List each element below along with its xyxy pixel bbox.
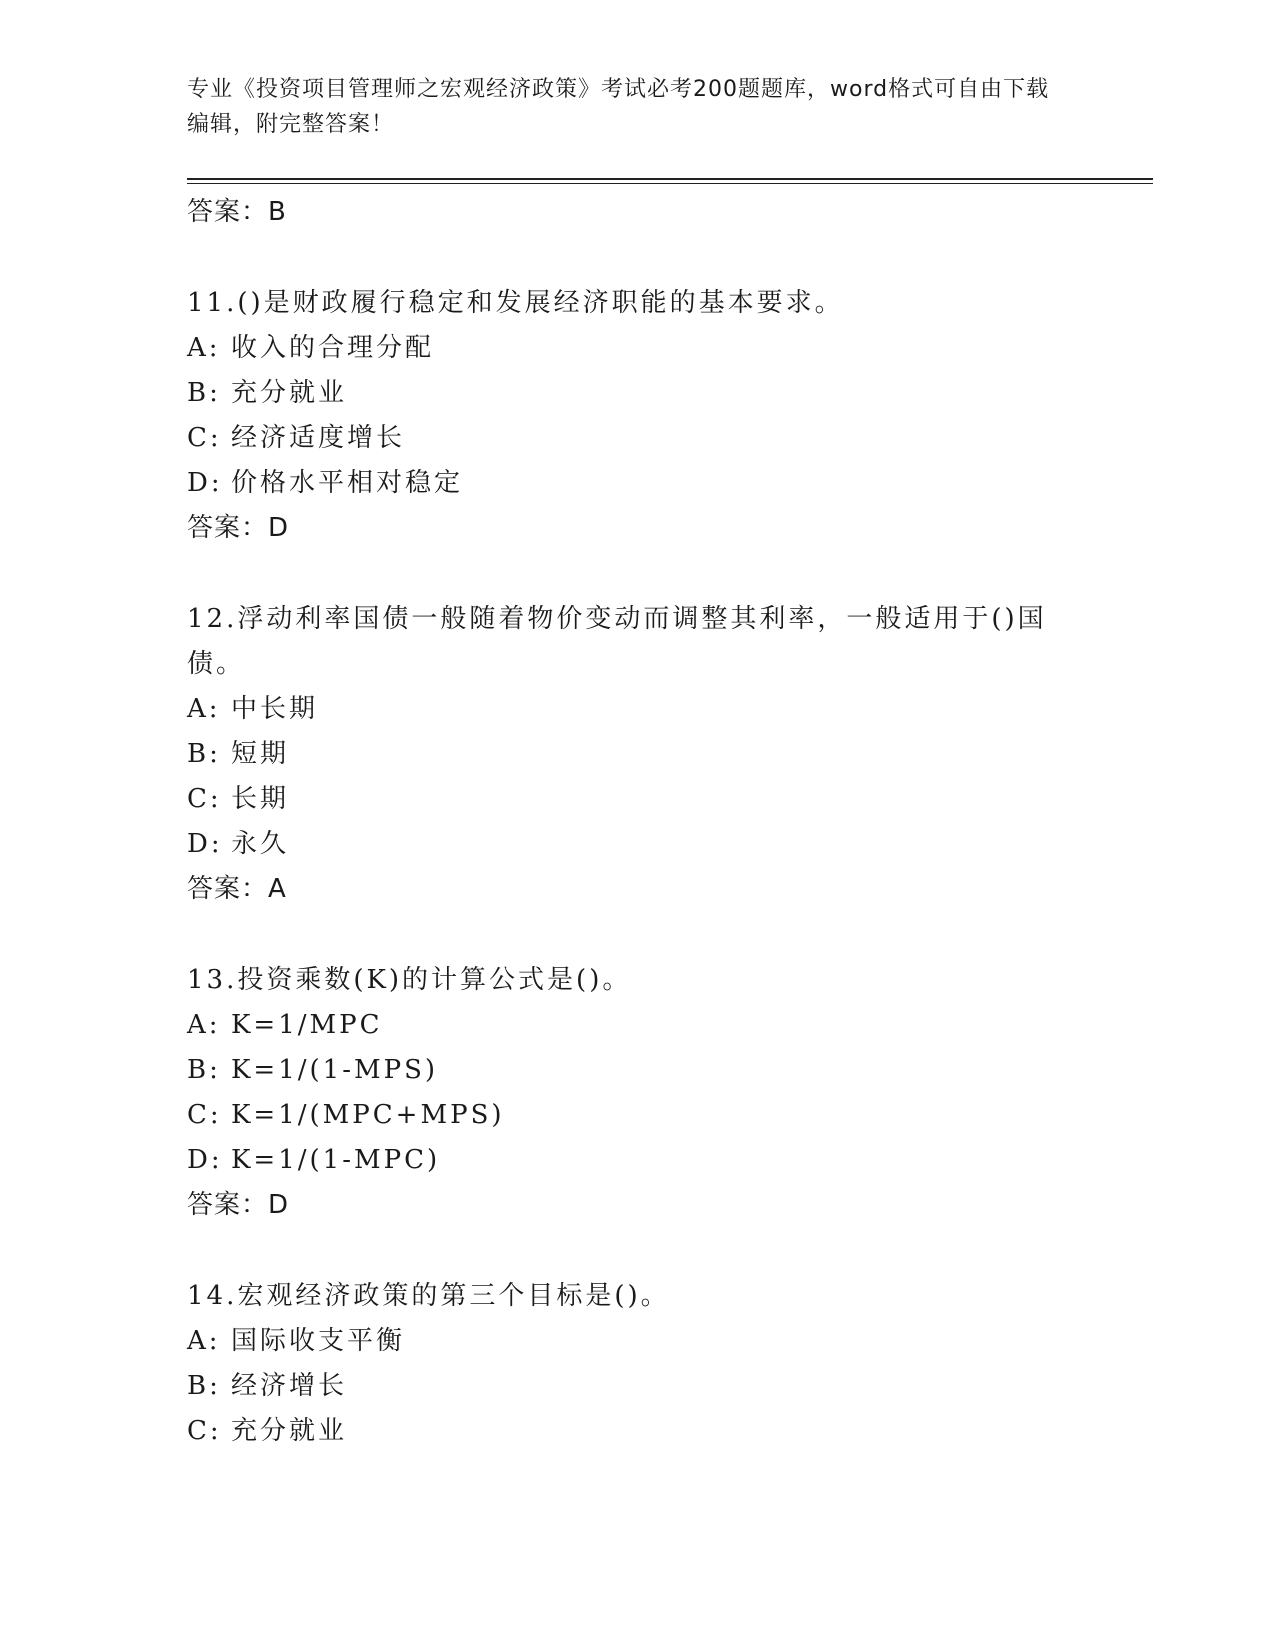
question-text: 14.宏观经济政策的第三个目标是()。 bbox=[187, 1281, 670, 1311]
option-b bbox=[187, 1364, 1087, 1409]
option-text: 长期 bbox=[231, 784, 290, 814]
question-text: 11.()是财政履行稳定和发展经济职能的基本要求。 bbox=[187, 288, 844, 318]
question-block bbox=[187, 597, 1087, 912]
option-text: 充分就业 bbox=[231, 1416, 348, 1446]
option-b bbox=[187, 371, 1087, 416]
answer-value: D bbox=[268, 513, 290, 543]
option-key: A: bbox=[187, 1326, 221, 1356]
option-a bbox=[187, 1319, 1087, 1364]
question-text: 12.浮动利率国债一般随着物价变动而调整其利率，一般适用于()国债。 bbox=[187, 604, 1047, 679]
option-b bbox=[187, 1048, 1087, 1093]
option-text: 价格水平相对稳定 bbox=[231, 468, 464, 498]
option-d bbox=[187, 822, 1087, 867]
option-key: D: bbox=[187, 829, 223, 859]
answer-label: 答案： bbox=[187, 513, 269, 543]
option-d bbox=[187, 1138, 1087, 1183]
header-rule-thin bbox=[187, 183, 1153, 184]
option-text: K=1/(MPC+MPS) bbox=[231, 1100, 505, 1130]
answer-line bbox=[187, 1183, 1087, 1228]
option-key: C: bbox=[187, 1416, 222, 1446]
option-text: K=1/(1-MPC) bbox=[231, 1145, 441, 1175]
option-a bbox=[187, 326, 1087, 371]
answer-value: A bbox=[268, 874, 287, 904]
option-a bbox=[187, 1003, 1087, 1048]
option-text: 收入的合理分配 bbox=[231, 333, 435, 363]
option-key: C: bbox=[187, 784, 222, 814]
option-key: B: bbox=[187, 1371, 221, 1401]
answer-value: D bbox=[268, 1190, 290, 1220]
option-key: A: bbox=[187, 694, 221, 724]
option-d bbox=[187, 461, 1087, 506]
option-key: C: bbox=[187, 1100, 222, 1130]
option-c bbox=[187, 777, 1087, 822]
answer-line bbox=[187, 190, 1087, 235]
answer-label: 答案： bbox=[187, 874, 269, 904]
question-block bbox=[187, 1274, 1087, 1454]
option-text: 经济增长 bbox=[231, 1371, 348, 1401]
option-key: C: bbox=[187, 423, 222, 453]
option-key: B: bbox=[187, 739, 221, 769]
option-key: A: bbox=[187, 333, 221, 363]
option-text: K=1/(1-MPS) bbox=[231, 1055, 439, 1085]
answer-label: 答案： bbox=[187, 1190, 269, 1220]
option-key: B: bbox=[187, 378, 221, 408]
option-key: D: bbox=[187, 468, 223, 498]
document-header: 专业《投资项目管理师之宏观经济政策》考试必考200题题库，word格式可自由下载编辑，附完整答案！ bbox=[187, 77, 1050, 137]
option-c bbox=[187, 416, 1087, 461]
option-c bbox=[187, 1409, 1087, 1454]
option-key: D: bbox=[187, 1145, 223, 1175]
question-block bbox=[187, 281, 1087, 551]
option-text: 充分就业 bbox=[231, 378, 348, 408]
answer-value: B bbox=[268, 197, 287, 227]
answer-line bbox=[187, 867, 1087, 912]
answer-label: 答案： bbox=[187, 197, 269, 227]
option-key: A: bbox=[187, 1010, 221, 1040]
option-text: 经济适度增长 bbox=[231, 423, 406, 453]
question-text: 13.投资乘数(K)的计算公式是()。 bbox=[187, 965, 632, 995]
option-text: 永久 bbox=[231, 829, 290, 859]
question-block bbox=[187, 958, 1087, 1228]
option-key: B: bbox=[187, 1055, 221, 1085]
document-content bbox=[187, 190, 1087, 1454]
option-text: 国际收支平衡 bbox=[231, 1326, 406, 1356]
option-text: 短期 bbox=[231, 739, 290, 769]
option-b bbox=[187, 732, 1087, 777]
option-c bbox=[187, 1093, 1087, 1138]
option-text: 中长期 bbox=[231, 694, 319, 724]
answer-line bbox=[187, 506, 1087, 551]
option-a bbox=[187, 687, 1087, 732]
header-rule-thick bbox=[187, 178, 1153, 180]
option-text: K=1/MPC bbox=[231, 1010, 383, 1040]
